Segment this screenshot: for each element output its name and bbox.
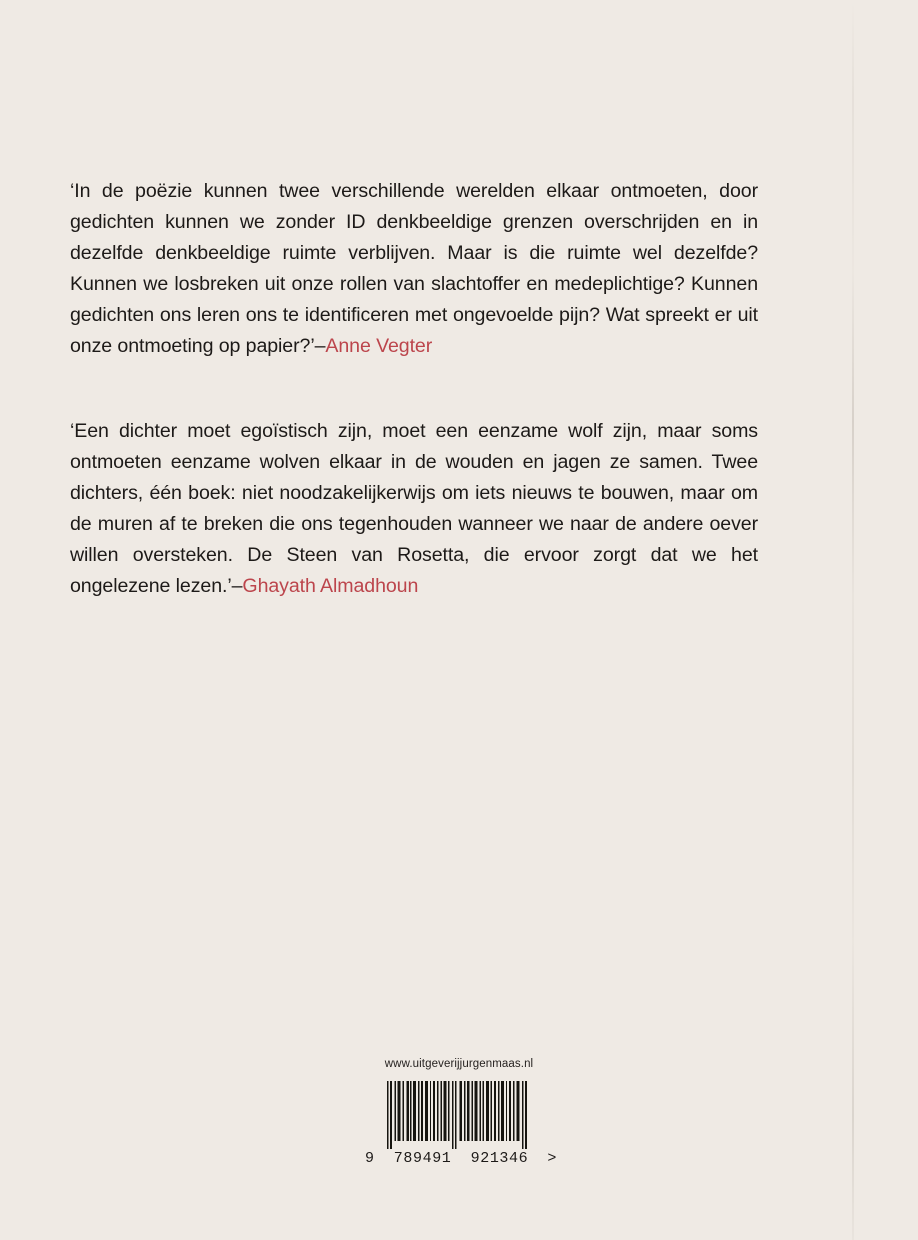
blurb-quote-2-dash: –: [231, 575, 243, 597]
isbn-barcode: [361, 1081, 557, 1167]
barcode-bars-icon: [383, 1081, 536, 1149]
isbn-number-text: 9 789491 921346 >: [365, 1150, 558, 1167]
blurb-quotes-container: [70, 176, 758, 602]
blurb-quote-1-dash: –: [314, 335, 326, 357]
spine-fold-crease: [852, 0, 854, 1240]
blurb-quote-1-text: ‘In de poëzie kunnen twee verschillende werelden elkaar ontmoeten, door gedichten kunnen we zonder ID denkbeeldige grenzen overschrijden en in dezelfde denkbeeldige ruimte verblijven. Maar is die ruimte wel dezelfde? Kunnen we losbreken uit onze rollen van slachtoffer en medeplichtige? Kunnen gedichten ons leren ons te identificeren met ongevoelde pijn? Wat spreekt er uit onze ontmoeting op papier?’: [70, 180, 758, 357]
publisher-website-url: www.uitgeverijjurgenmaas.nl: [384, 1058, 534, 1070]
blurb-quote-2-author: Ghayath Almadhoun: [242, 575, 419, 597]
cover-footer: [0, 1058, 918, 1167]
blurb-quote-1: [70, 176, 758, 362]
blurb-quote-1-author: Anne Vegter: [325, 335, 433, 357]
blurb-quote-2-text: ‘Een dichter moet egoïstisch zijn, moet een eenzame wolf zijn, maar soms ontmoeten eenzame wolven elkaar in de wouden en jagen ze samen. Twee dichters, één boek: niet noodzakelijkerwijs om iets nieuws te bouwen, maar om de muren af te breken die ons tegenhouden wanneer we naar de andere oever willen oversteken. De Steen van Rosetta, die ervoor zorgt dat we het ongelezene lezen.’: [70, 420, 758, 597]
blurb-quote-2: [70, 416, 758, 602]
